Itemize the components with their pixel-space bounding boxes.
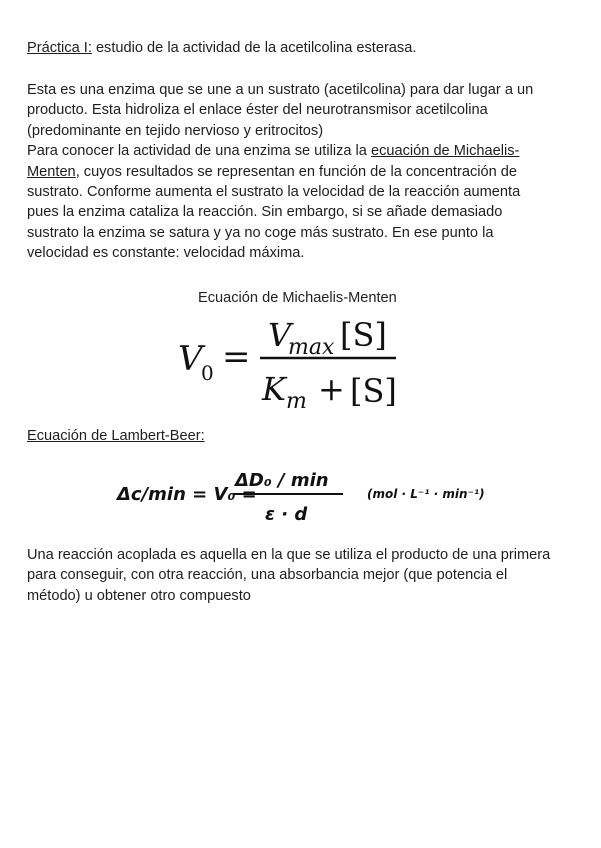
michaelis-menten-equation-image	[176, 284, 406, 412]
coupled-line: método) u obtener otro compuesto	[27, 587, 251, 604]
coupled-line: para conseguir, con otra reacción, una absorbancia mejor (que potencia el	[27, 567, 508, 584]
intro-text: , cuyos resultados se representan en función de la concentración de	[75, 163, 518, 180]
s-denominator: [S]	[350, 372, 397, 410]
lhs-expression: Δc/min = V₀ =	[117, 484, 257, 505]
vmax-subscript: max	[288, 335, 335, 360]
plus-sign: +	[318, 370, 345, 408]
michaelis-menten-link-cont[interactable]: Menten	[27, 163, 76, 180]
numerator-expression: ΔD₀ / min	[235, 470, 329, 491]
lambert-beer-formula	[115, 462, 495, 528]
page-title	[27, 38, 587, 58]
vmax-symbol: V	[268, 316, 292, 354]
equation-caption: Ecuación de Michaelis-Menten	[198, 290, 397, 306]
s-numerator: [S]	[340, 316, 387, 354]
intro-line: pues la enzima cataliza la reacción. Sin embargo, si se añade demasiado	[27, 204, 503, 221]
intro-text: Para conocer la actividad de una enzima se utiliza la	[27, 143, 371, 160]
title-label: Práctica I:	[27, 40, 92, 56]
units-expression: (mol · L⁻¹ · min⁻¹)	[367, 487, 485, 501]
intro-paragraph	[27, 80, 587, 264]
v0-subscript: 0	[201, 361, 214, 385]
intro-line: (predominante en tejido nervioso y eritrocitos)	[27, 122, 324, 139]
intro-line: velocidad es constante: velocidad máxima.	[27, 245, 305, 262]
title-rest: estudio de la actividad de la acetilcolina esterasa.	[91, 40, 417, 56]
intro-line: sustrato. Conforme aumenta el sustrato la velocidad de la reacción aumenta	[27, 184, 521, 201]
michaelis-menten-formula	[176, 308, 406, 412]
lambert-beer-heading-text: Ecuación de Lambert-Beer:	[27, 428, 205, 444]
coupled-reaction-paragraph	[27, 545, 587, 606]
michaelis-menten-link[interactable]: ecuación de Michaelis-	[370, 143, 520, 160]
intro-line: producto. Esta hidroliza el enlace éster del neurotransmisor acetilcolina	[27, 102, 488, 119]
km-subscript: m	[286, 389, 307, 412]
coupled-line: Una reacción acoplada es aquella en la que se utiliza el producto de una primera	[27, 547, 551, 563]
intro-line: Esta es una enzima que se une a un sustrato (acetilcolina) para dar lugar a un	[27, 82, 534, 98]
equals-sign: =	[222, 337, 251, 377]
v0-symbol: V	[178, 339, 203, 379]
denominator-expression: ε · d	[265, 504, 308, 525]
intro-line	[27, 162, 587, 182]
km-symbol: K	[262, 370, 286, 408]
intro-line: sustrato la enzima se satura y ya no coge más sustrato. En ese punto la	[27, 224, 494, 241]
lambert-beer-heading	[27, 426, 587, 446]
intro-line	[27, 141, 587, 161]
